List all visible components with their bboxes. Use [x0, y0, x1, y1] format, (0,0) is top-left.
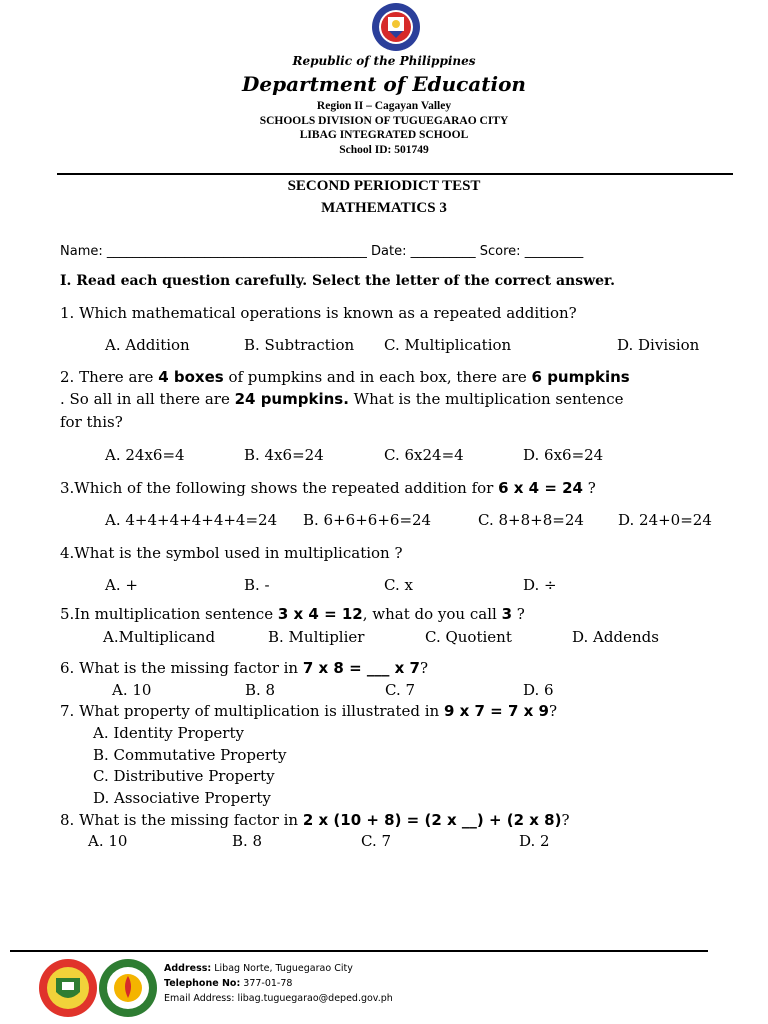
department-heading: Department of Education [242, 72, 526, 96]
q8-text-2: ? [561, 811, 570, 829]
question-5 [60, 605, 525, 623]
q1-option-a[interactable]: A. Addition [105, 336, 190, 354]
q6-option-d[interactable]: D. 6 [523, 681, 554, 699]
q3-option-c[interactable]: C. 8+8+8=24 [478, 511, 584, 529]
q5-option-b[interactable]: B. Multiplier [268, 628, 365, 646]
q8-option-d[interactable]: D. 2 [519, 832, 550, 850]
q4-option-b[interactable]: B. - [244, 576, 270, 594]
q8-option-a[interactable]: A. 10 [88, 832, 128, 850]
q5-text-2: , what do you call [362, 605, 502, 623]
q2-bold-3: 24 pumpkins. [234, 390, 349, 408]
q1-option-c[interactable]: C. Multiplication [384, 336, 512, 354]
email-label: Email Address: [164, 993, 235, 1004]
phone-label: Telephone No: [164, 978, 241, 989]
q2-option-d[interactable]: D. 6x6=24 [523, 446, 604, 464]
q5-option-c[interactable]: C. Quotient [425, 628, 512, 646]
q5-bold-2: 3 [501, 605, 513, 623]
q3-bold-1: 6 x 4 = 24 [498, 479, 583, 497]
q7-bold-1: 9 x 7 = 7 x 9 [443, 702, 549, 720]
test-title: SECOND PERIODICT TEST [287, 178, 481, 194]
q2-option-a[interactable]: A. 24x6=4 [105, 446, 185, 464]
q2-option-c[interactable]: C. 6x24=4 [384, 446, 464, 464]
division-seal-logo [98, 958, 158, 1018]
q5-text-1: 5.In multiplication sentence [60, 605, 278, 623]
name-label: Name: [60, 244, 103, 259]
q8-text-1: 8. What is the missing factor in [60, 811, 303, 829]
phone-value: 377-01-78 [243, 978, 293, 989]
footer-phone [164, 978, 292, 989]
score-label: Score: [479, 244, 521, 259]
q8-bold-1: 2 x (10 + 8) = (2 x __) + (2 x 8) [302, 811, 562, 829]
question-2-line-2 [60, 390, 624, 408]
q7-option-d[interactable]: D. Associative Property [93, 789, 271, 807]
question-4: 4.What is the symbol used in multiplication ? [60, 544, 403, 562]
question-3 [60, 479, 596, 497]
address-value: Libag Norte, Tuguegarao City [214, 963, 353, 974]
q4-option-c[interactable]: C. x [384, 576, 413, 594]
q6-bold-1: 7 x 8 = ___ x 7 [302, 659, 420, 677]
deped-seal-logo [371, 2, 421, 52]
q2-text-4: What is the multiplication sentence [348, 390, 624, 408]
q1-option-b[interactable]: B. Subtraction [244, 336, 355, 354]
school-id: School ID: 501749 [339, 144, 429, 156]
question-2-line-3: for this? [60, 413, 123, 431]
q2-text-1: 2. There are [60, 368, 159, 386]
region-text: Region II – Cagayan Valley [316, 100, 452, 112]
footer-email [164, 993, 393, 1004]
q2-option-b[interactable]: B. 4x6=24 [244, 446, 324, 464]
q6-option-b[interactable]: B. 8 [245, 681, 276, 699]
question-2 [60, 368, 630, 386]
q7-option-c[interactable]: C. Distributive Property [93, 767, 275, 785]
q6-text-1: 6. What is the missing factor in [60, 659, 303, 677]
footer-address [164, 963, 353, 974]
q6-option-c[interactable]: C. 7 [385, 681, 416, 699]
q5-text-3: ? [512, 605, 525, 623]
q5-option-d[interactable]: D. Addends [572, 628, 659, 646]
q3-text-2: ? [583, 479, 596, 497]
q2-text-2: of pumpkins and in each box, there are [223, 368, 532, 386]
date-field[interactable]: __________ [410, 244, 476, 259]
q2-bold-1: 4 boxes [158, 368, 224, 386]
q2-text-3: . So all in all there are [60, 390, 235, 408]
q7-text-2: ? [548, 702, 558, 720]
footer-divider [10, 950, 708, 952]
q8-option-b[interactable]: B. 8 [232, 832, 263, 850]
q3-option-a[interactable]: A. 4+4+4+4+4+4=24 [105, 511, 278, 529]
q4-option-d[interactable]: D. ÷ [523, 576, 557, 594]
question-1: 1. Which mathematical operations is known as a repeated addition? [60, 304, 577, 322]
name-field[interactable]: ________________________________________ [106, 244, 367, 259]
q2-bold-2: 6 pumpkins [531, 368, 630, 386]
q3-text-1: 3.Which of the following shows the repeated addition for [60, 479, 499, 497]
q1-option-d[interactable]: D. Division [617, 336, 700, 354]
info-fields [60, 244, 583, 259]
instructions: I. Read each question carefully. Select the letter of the correct answer. [60, 273, 616, 289]
school-seal-logo [38, 958, 98, 1018]
q4-option-a[interactable]: A. + [105, 576, 138, 594]
q8-option-c[interactable]: C. 7 [361, 832, 392, 850]
test-subject: MATHEMATICS 3 [321, 200, 447, 216]
question-8 [60, 811, 570, 829]
school-name: LIBAG INTEGRATED SCHOOL [299, 129, 469, 141]
header-divider [57, 173, 733, 175]
q3-option-d[interactable]: D. 24+0=24 [618, 511, 712, 529]
q7-option-a[interactable]: A. Identity Property [93, 724, 244, 742]
q7-option-b[interactable]: B. Commutative Property [93, 746, 287, 764]
score-field[interactable]: _________ [524, 244, 584, 259]
address-label: Address: [164, 963, 212, 974]
email-value[interactable]: libag.tuguegarao@deped.gov.ph [237, 993, 393, 1004]
q6-text-2: ? [419, 659, 428, 677]
q7-text-1: 7. What property of multiplication is illustrated in [60, 702, 444, 720]
q5-option-a[interactable]: A.Multiplicand [103, 628, 216, 646]
question-6 [60, 659, 428, 677]
republic-heading: Republic of the Philippines [292, 54, 476, 68]
q3-option-b[interactable]: B. 6+6+6+6=24 [303, 511, 432, 529]
date-label: Date: [371, 244, 407, 259]
q6-option-a[interactable]: A. 10 [112, 681, 152, 699]
division-text: SCHOOLS DIVISION OF TUGUEGARAO CITY [259, 115, 509, 127]
question-7 [60, 702, 557, 720]
q5-bold-1: 3 x 4 = 12 [277, 605, 363, 623]
